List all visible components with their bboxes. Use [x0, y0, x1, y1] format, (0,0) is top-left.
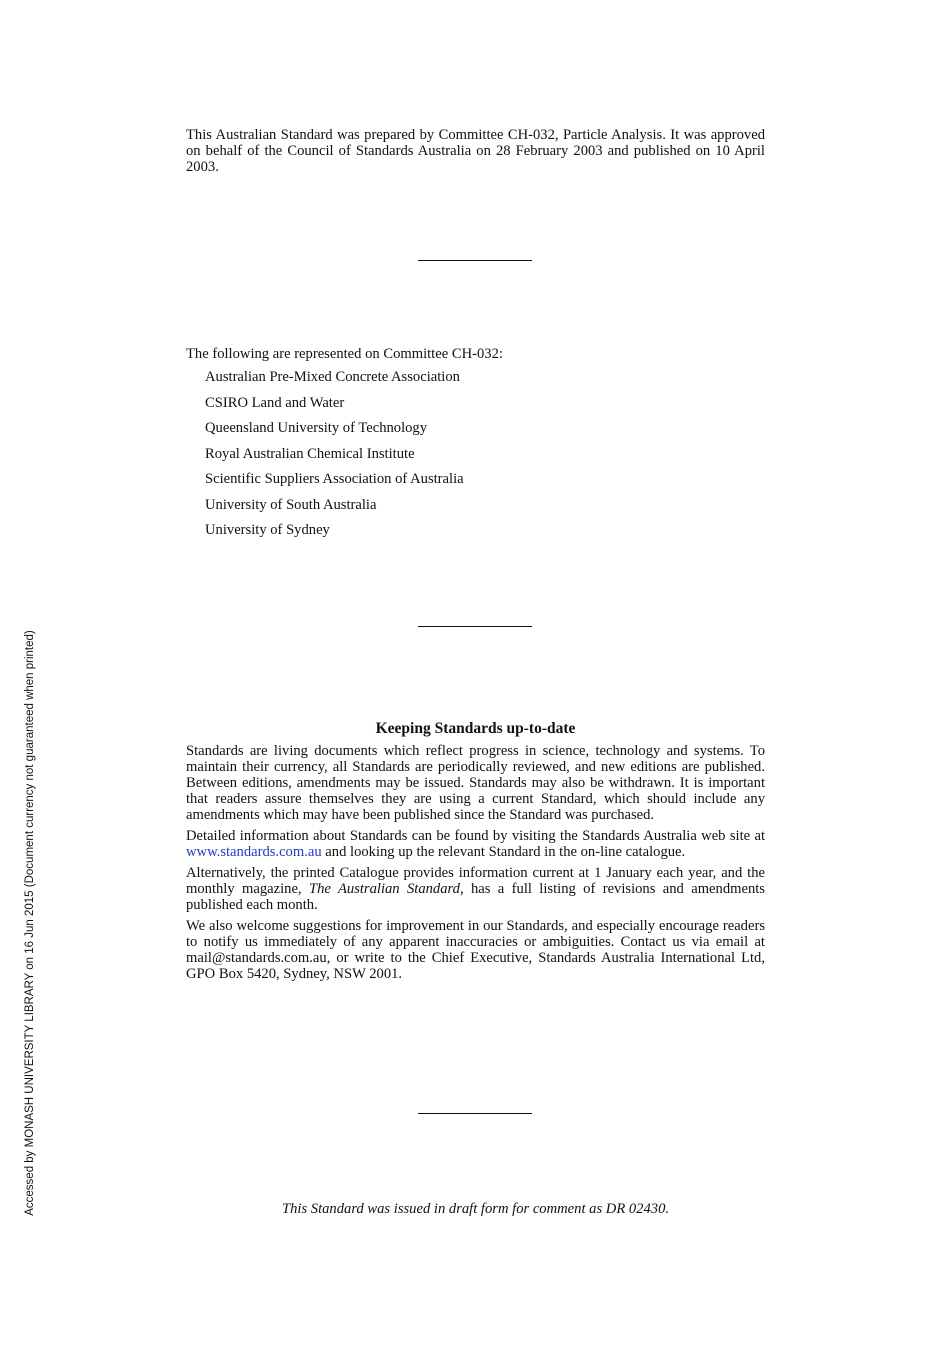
paragraph-catalogue: Alternatively, the printed Catalogue provides information current at 1 January each year, and the monthly magazine, The Australian Standard, has a full listing of revisions and amendments published each month. — [186, 865, 765, 913]
committee-member: Scientific Suppliers Association of Australia — [205, 471, 464, 487]
paragraph-living-documents: Standards are living documents which reflect progress in science, technology and systems. To maintain their currency, all Standards are periodically reviewed, and new editions are published. Between editions, amendments may be issued. Standards may also be withdrawn. It is important that readers assure themselves they are using a current Standard, which should include any amendments which may have been published since the Standard was purchased. — [186, 743, 765, 823]
access-watermark: Accessed by MONASH UNIVERSITY LIBRARY on 16 Jun 2015 (Document currency not guaranteed when printed) — [24, 630, 36, 1216]
committee-member: Queensland University of Technology — [205, 420, 428, 436]
committee-member: University of South Australia — [205, 496, 377, 513]
committee-member-list — [186, 365, 765, 544]
paragraph-web-site: Detailed information about Standards can be found by visiting the Standards Australia web site at www.standards.com.au and looking up the relevant Standard in the on-line catalogue. — [186, 828, 765, 860]
section-divider — [418, 626, 532, 627]
committee-member: Australian Pre-Mixed Concrete Association — [205, 369, 460, 385]
section-divider — [418, 1113, 532, 1114]
standards-website-link[interactable]: www.standards.com.au — [186, 844, 322, 860]
committee-intro: The following are represented on Committee CH-032: — [186, 346, 503, 362]
committee-member: Royal Australian Chemical Institute — [205, 445, 415, 462]
section-divider — [418, 260, 532, 261]
keeping-standards-body — [186, 743, 765, 982]
preparation-text: This Australian Standard was prepared by Committee CH-032, Particle Analysis. It was approved on behalf of the Council of Standards Australia on 28 February 2003 and published on 10 April 2003. — [186, 127, 765, 175]
preparation-notice — [186, 127, 765, 175]
draft-note: This Standard was issued in draft form for comment as DR 02430. — [281, 1201, 670, 1217]
magazine-title: The Australian Standard — [308, 881, 460, 897]
committee-section — [186, 344, 765, 544]
keeping-standards-heading: Keeping Standards up-to-date — [375, 720, 576, 737]
committee-member: CSIRO Land and Water — [205, 394, 345, 411]
committee-member: University of Sydney — [205, 522, 330, 538]
paragraph-suggestions: We also welcome suggestions for improvement in our Standards, and especially encourage readers to notify us immediately of any apparent inaccuracies or ambiguities. Contact us via email at mail@standards.com.au, or write to the Chief Executive, Standards Australia International Ltd, GPO Box 5420, Sydney, NSW 2001. — [186, 918, 765, 982]
